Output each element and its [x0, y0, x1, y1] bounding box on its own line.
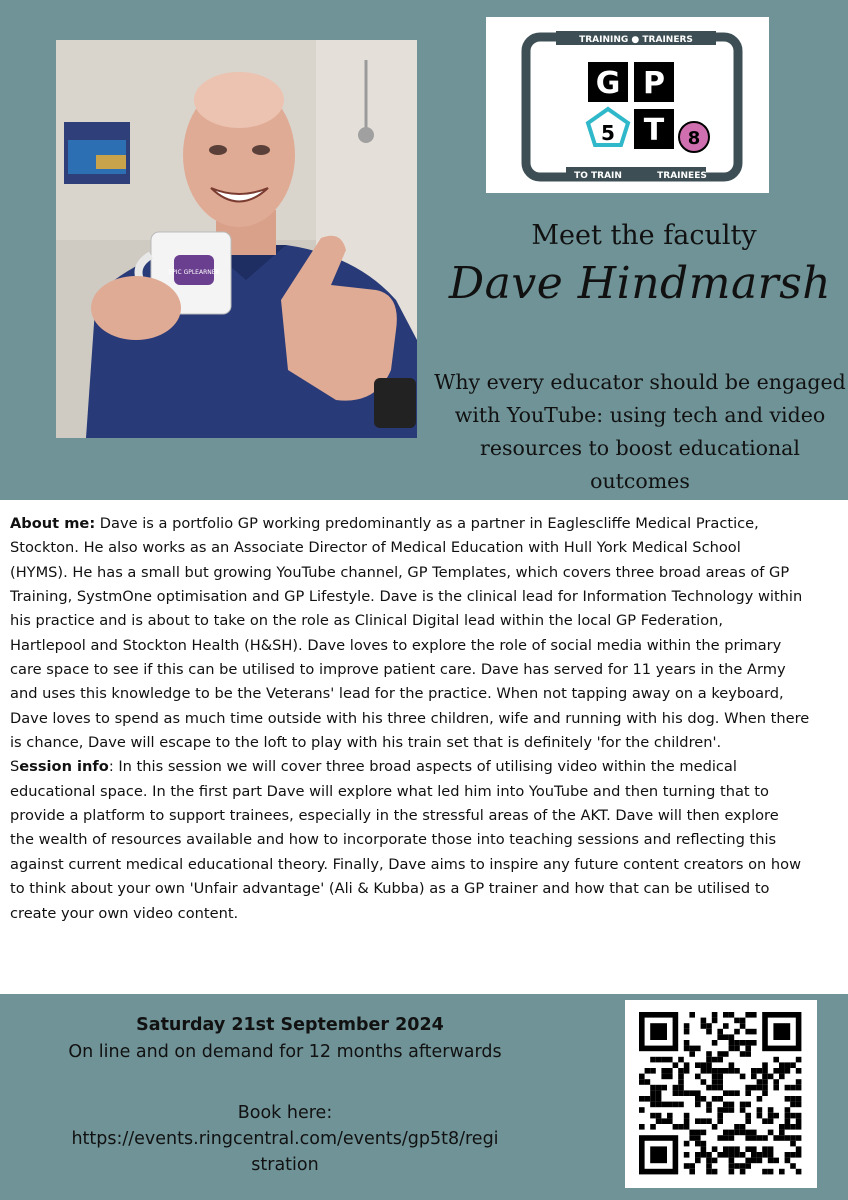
about-paragraph	[10, 512, 838, 536]
session-line: against current medical educational theory. Finally, Dave aims to inspire any future content creators on how	[10, 855, 802, 873]
gp5t8-logo	[486, 17, 769, 193]
qr-code[interactable]	[625, 1000, 817, 1188]
logo-letter-t: T	[643, 113, 665, 148]
mug-text: EPIC GPLEARNER	[168, 269, 220, 276]
session-title	[430, 366, 848, 498]
session-title-line: resources to boost educational outcomes	[480, 436, 800, 493]
about-line: Dave loves to spend as much time outside with his three children, wife and running with his dog. When there	[10, 709, 810, 727]
about-line: Hartlepool and Stockton Health (H&SH). Dave loves to explore the role of social media within the primary	[10, 636, 782, 654]
session-line: to think about your own 'Unfair advantage' (Ali & Kubba) as a GP trainer and how that can be utilised to	[10, 880, 770, 898]
about-line: care space to see if this can be utilised to improve patient care. Dave has served for 11 years in the Army	[10, 661, 786, 679]
about-line: Stockton. He also works as an Associate Director of Medical Education with Hull York Medical School	[10, 539, 741, 557]
session-line: create your own video content.	[10, 904, 239, 922]
about-line: his practice and is about to take on the role as Clinical Digital lead within the local GP Federation,	[10, 612, 724, 630]
faculty-photo	[56, 40, 417, 438]
about-label: About me:	[10, 515, 96, 532]
about-line: (HYMS). He has a small but growing YouTube channel, GP Templates, which covers three broad areas of GP	[10, 563, 790, 581]
session-line: : In this session we will cover three broad aspects of utilising video within the medical	[108, 758, 737, 776]
logo-top-text: TRAINING ● TRAINERS	[579, 35, 693, 45]
logo-number-8: 8	[687, 128, 701, 149]
gp5t8-logo-graphic	[486, 17, 769, 193]
logo-letter-p: P	[643, 66, 665, 101]
logo-bottom-left: TO TRAIN	[574, 171, 622, 181]
logo-bottom-right: TRAINEES	[657, 171, 707, 181]
faculty-name: Dave Hindmarsh	[448, 258, 832, 309]
about-section	[0, 500, 848, 994]
photo-illustration	[56, 40, 417, 438]
session-line: educational space. In the first part Dave will explore what led him into YouTube and then turning that to	[10, 782, 769, 800]
session-title-line: Why every educator should be engaged	[434, 370, 846, 394]
session-label: ession info	[19, 758, 109, 776]
book-here-label: Book here:	[237, 1103, 333, 1123]
session-info-paragraph	[10, 755, 838, 779]
logo-letter-g: G	[595, 66, 621, 101]
logo-number-5: 5	[601, 121, 615, 145]
event-date: Saturday 21st September 2024	[136, 1015, 444, 1035]
qr-code-graphic[interactable]	[625, 1000, 817, 1188]
booking-url[interactable]: https://events.ringcentral.com/events/gp5t8/regi	[71, 1129, 499, 1149]
about-line: and uses this knowledge to be the Veterans' lead for the practice. When not tapping away on a keyboard,	[10, 685, 784, 703]
event-availability: On line and on demand for 12 months afterwards	[68, 1042, 502, 1062]
about-line: Dave is a portfolio GP working predominantly as a partner in Eaglescliffe Medical Practice,	[95, 515, 759, 532]
meet-the-faculty-heading: Meet the faculty	[531, 220, 757, 251]
session-line: the wealth of resources available and how to incorporate those into teaching sessions and reflecting this	[10, 831, 777, 849]
session-title-line: with YouTube: using tech and video	[454, 403, 826, 427]
about-line: is chance, Dave will escape to the loft to play with his train set that is definitely 'for the children'.	[10, 734, 722, 752]
booking-url-continued[interactable]: stration	[251, 1155, 319, 1175]
about-line: Training, SystmOne optimisation and GP Lifestyle. Dave is the clinical lead for Information Technology within	[10, 588, 803, 606]
session-label-first: S	[10, 758, 20, 776]
booking-info	[20, 1100, 550, 1178]
session-line: provide a platform to support trainees, especially in the stressful areas of the AKT. Dave will then explore	[10, 807, 779, 825]
